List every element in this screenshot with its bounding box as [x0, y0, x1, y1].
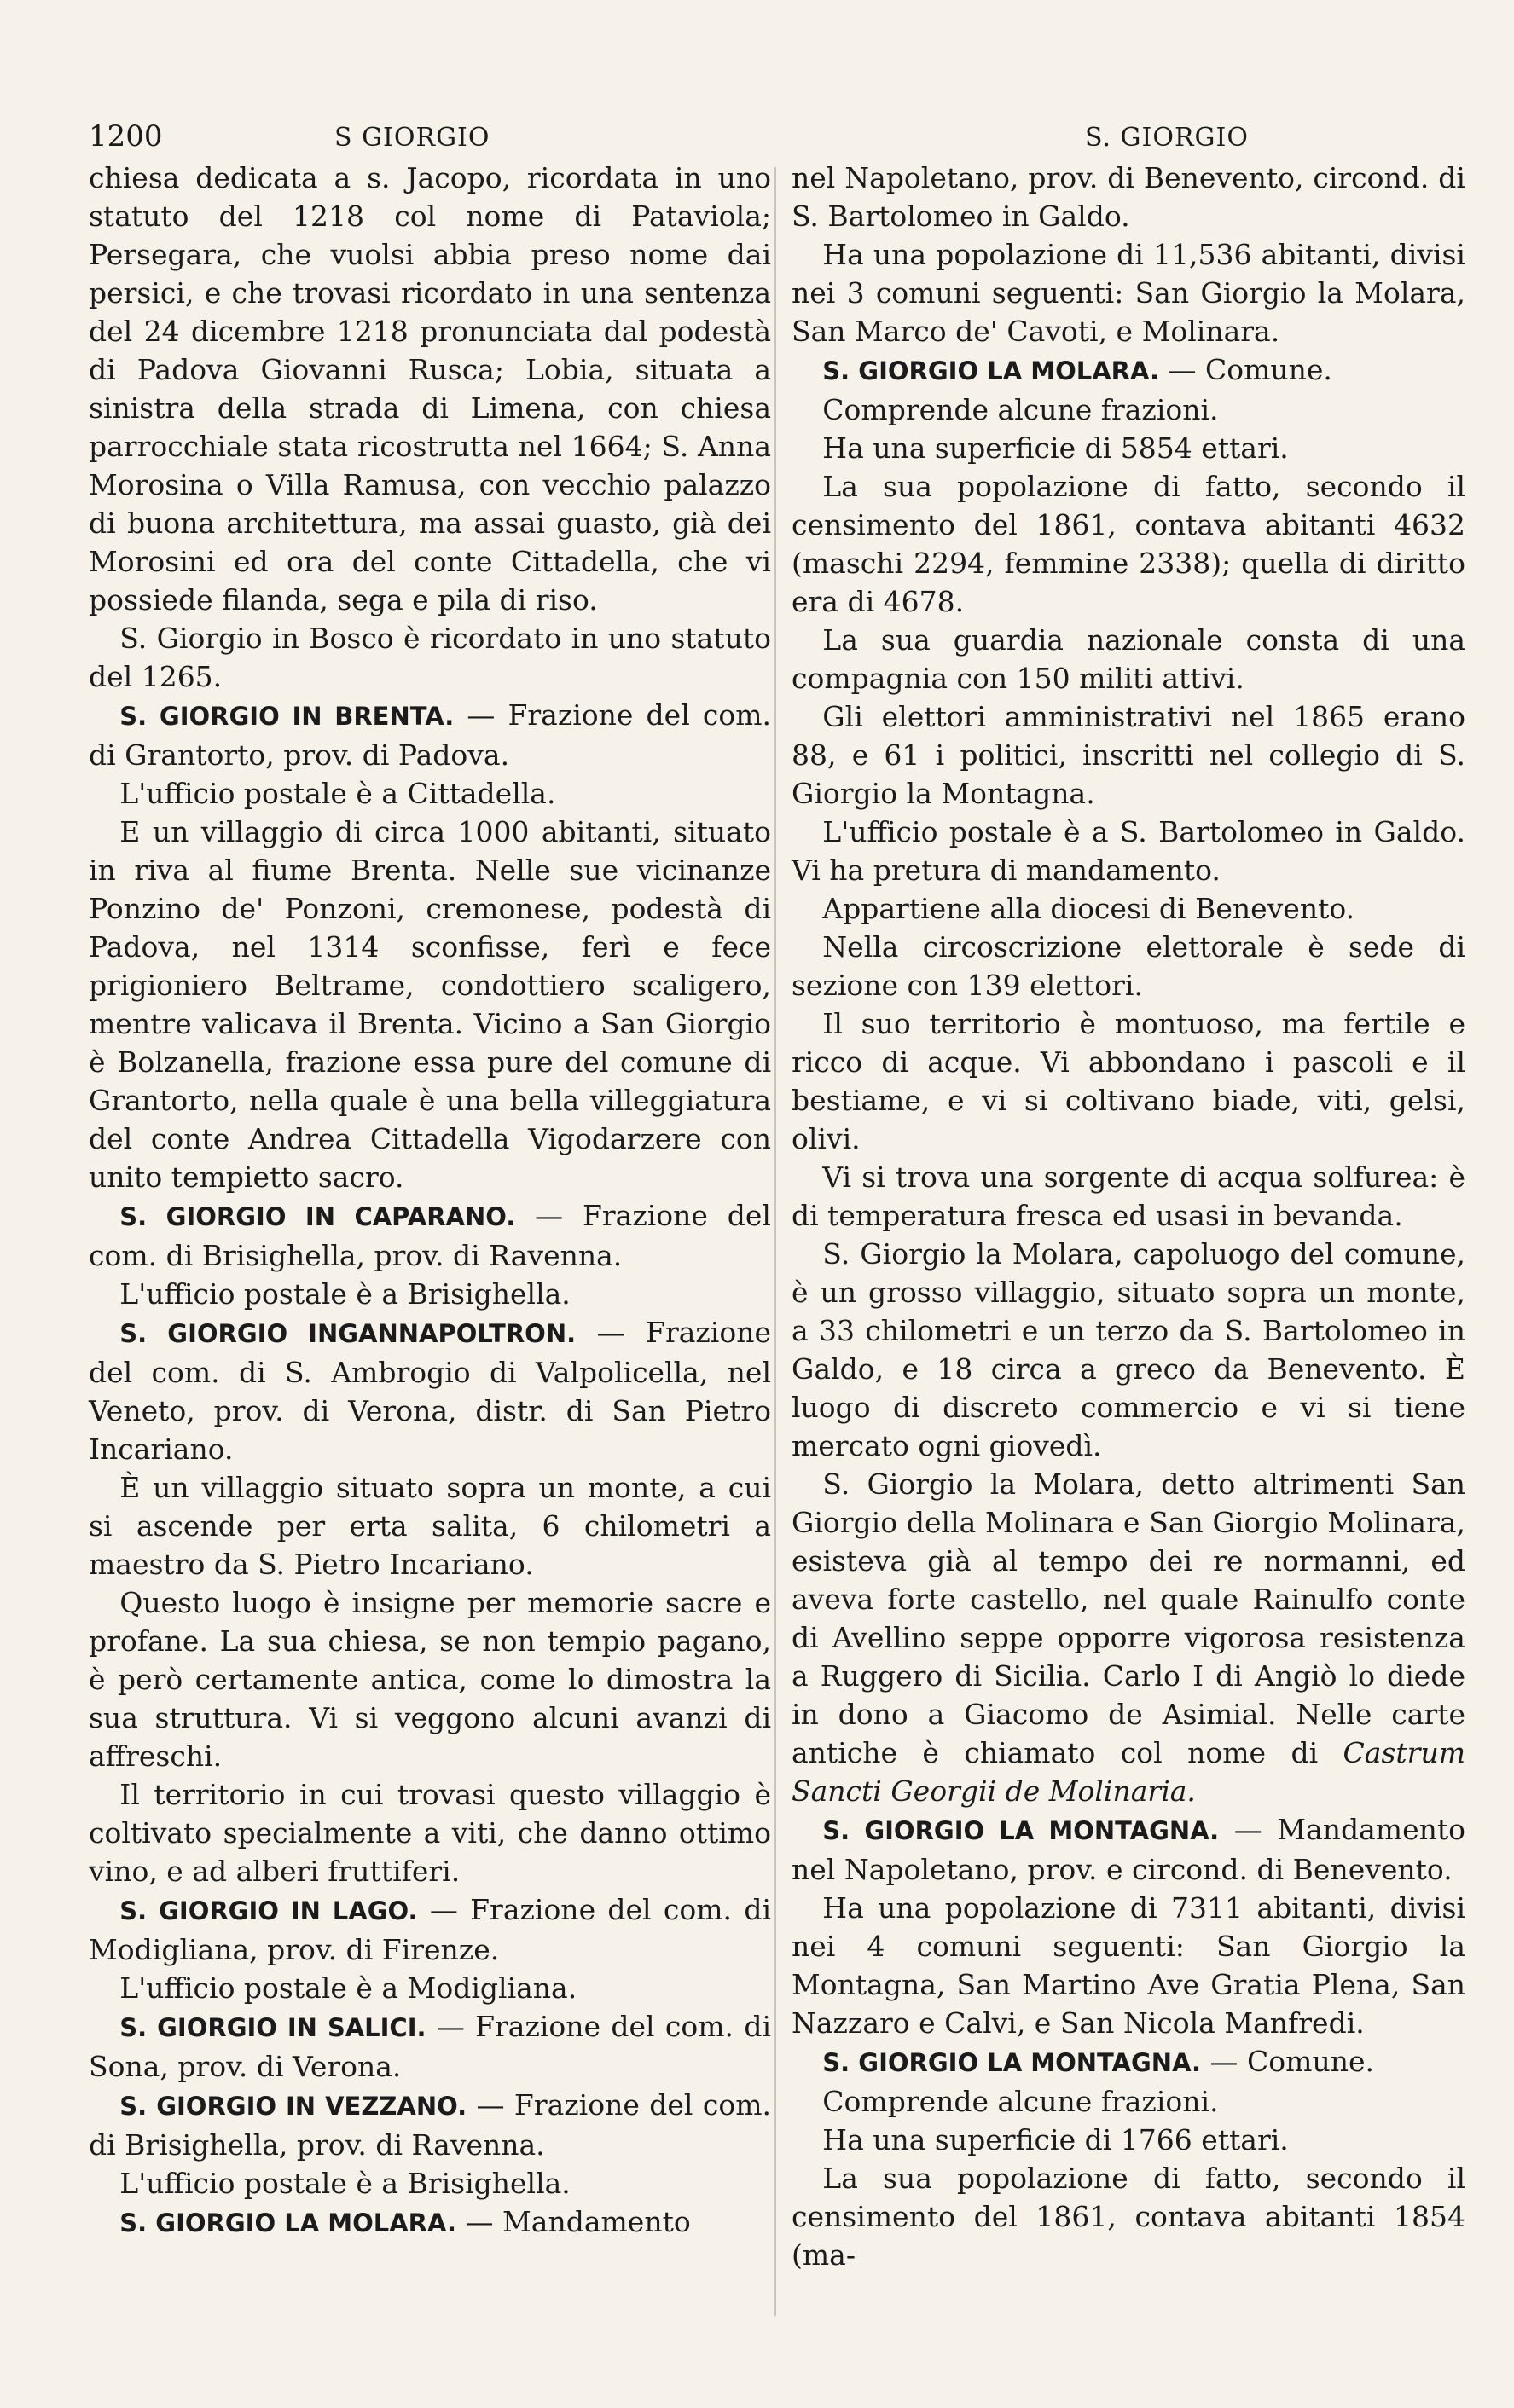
- entry-text: — Mandamento: [456, 2205, 691, 2238]
- paragraph: Ha una superficie di 5854 ettari.: [822, 431, 1289, 465]
- entry-text: — Comune.: [1201, 2045, 1374, 2078]
- entry-headword: S. GIORGIO INGANNAPOLTRON.: [119, 1319, 577, 1348]
- paragraph: Il territorio in cui trovasi questo villaggio è coltivato specialmente a viti, che danno ottimo vino, e ad alberi fruttiferi.: [89, 1778, 771, 1888]
- entry-text: — Frazione del com. di Modigliana, prov. di Firenze.: [89, 1893, 771, 1966]
- entry-san-giorgio-la-montagna-mandamento: [792, 1810, 1465, 1889]
- entry-headword: S. GIORGIO IN LAGO.: [119, 1896, 418, 1925]
- entry-headword: S. GIORGIO IN VEZZANO.: [119, 2092, 467, 2121]
- paragraph: L'ufficio postale è a Brisighella.: [119, 2167, 571, 2200]
- paragraph: Comprende alcune frazioni.: [822, 2085, 1219, 2118]
- paragraph: Gli elettori amministrativi nel 1865 erano 88, e 61 i politici, inscritti nel collegio di S. Giorgio la Montagna.: [792, 700, 1465, 810]
- entry-text: — Frazione del com. di Grantorto, prov. di Padova.: [89, 698, 771, 772]
- paragraph: La sua popolazione di fatto, secondo il censimento del 1861, contava abitanti 1854 (ma-: [792, 2162, 1465, 2272]
- paragraph: nel Napoletano, prov. di Benevento, circond. di S. Bartolomeo in Galdo.: [792, 161, 1465, 233]
- entry-text: — Frazione del com. di S. Ambrogio di Valpolicella, nel Veneto, prov. di Verona, distr. di San Pietro Incariano.: [89, 1316, 771, 1466]
- left-column: [89, 159, 771, 2243]
- entry-san-giorgio-in-caparano: [89, 1196, 771, 1275]
- paragraph: Nella circoscrizione elettorale è sede di sezione con 139 elettori.: [792, 930, 1465, 1002]
- page-number: 1200: [89, 119, 163, 153]
- paragraph: L'ufficio postale è a S. Bartolomeo in Galdo. Vi ha pretura di mandamento.: [792, 815, 1465, 887]
- paragraph: S. Giorgio la Molara, capoluogo del comune, è un grosso villaggio, situato sopra un monte, a 33 chilometri e un terzo da S. Bartolomeo in Galdo, e 18 circa a greco da Benevento. È luogo di discreto commercio e vi si tiene mercato ogni giovedì.: [792, 1237, 1465, 1462]
- paragraph: Ha una popolazione di 11,536 abitanti, divisi nei 3 comuni seguenti: San Giorgio la Molara, San Marco de' Cavoti, e Molinara.: [792, 238, 1465, 348]
- entry-text: — Frazione del com. di Sona, prov. di Verona.: [89, 2010, 772, 2083]
- entry-headword: S. GIORGIO LA MONTAGNA.: [822, 2048, 1202, 2077]
- paragraph: L'ufficio postale è a Cittadella.: [119, 777, 556, 810]
- paragraph: L'ufficio postale è a Brisighella.: [119, 1277, 571, 1311]
- entry-headword: S. GIORGIO LA MOLARA.: [822, 356, 1159, 385]
- entry-san-giorgio-la-montagna-comune: [792, 2042, 1465, 2082]
- entry-headword: S. GIORGIO IN CAPARANO.: [119, 1202, 516, 1231]
- paragraph: L'ufficio postale è a Modigliana.: [119, 1971, 577, 2005]
- column-divider: [774, 167, 776, 2316]
- paragraph-text: S. Giorgio la Molara, detto altrimenti San Giorgio della Molinara e San Giorgio Molinara, esisteva già al tempo dei re normanni, ed aveva forte castello, nel quale Rainulfo conte di Avellino seppe opporre vigorosa resistenza a Ruggero di Sicilia. Carlo I di Angiò lo diede in dono a Giacomo de Asimial. Nelle carte antiche è chiamato col nome di: [792, 1467, 1465, 1769]
- latin-name: Castrum Sancti Georgii de Molinaria.: [792, 1736, 1465, 1808]
- paragraph: Ha una superficie di 1766 ettari.: [822, 2123, 1289, 2156]
- entry-headword: S. GIORGIO LA MONTAGNA.: [822, 1816, 1220, 1845]
- paragraph: S. Giorgio in Bosco è ricordato in uno statuto del 1265.: [89, 622, 771, 693]
- paragraph: Questo luogo è insigne per memorie sacre e profane. La sua chiesa, se non tempio pagano, è però certamente antica, come lo dimostra la sua struttura. Vi si veggono alcuni avanzi di affreschi.: [89, 1586, 771, 1773]
- paragraph: chiesa dedicata a s. Jacopo, ricordata in uno statuto del 1218 col nome di Pataviola; Persegara, che vuolsi abbia preso nome dai persici, e che trovasi ricordato in una sentenza del 24 dicembre 1218 pronunciata dal podestà di Padova Giovanni Rusca; Lobia, situata a sinistra della strada di Limena, con chiesa parrocchiale stata ricostrutta nel 1664; S. Anna Morosina o Villa Ramusa, con vecchio palazzo di buona architettura, ma assai guasto, già dei Morosini ed ora del conte Cittadella, che vi possiede filanda, sega e pila di riso.: [89, 161, 771, 616]
- paragraph: La sua guardia nazionale consta di una compagnia con 150 militi attivi.: [792, 623, 1465, 695]
- entry-text: — Frazione del com. di Brisighella, prov. di Ravenna.: [89, 1199, 771, 1272]
- paragraph: Il suo territorio è montuoso, ma fertile e ricco di acque. Vi abbondano i pascoli e il bestiame, e vi si coltivano biade, viti, gelsi, olivi.: [792, 1007, 1465, 1155]
- entry-san-giorgio-ingannapoltron: [89, 1313, 771, 1468]
- entry-headword: S. GIORGIO IN BRENTA.: [119, 702, 455, 731]
- entry-text: — Comune.: [1159, 353, 1332, 386]
- entry-san-giorgio-la-molara-comune: [792, 350, 1465, 391]
- paragraph: Ha una popolazione di 7311 abitanti, divisi nei 4 comuni seguenti: San Giorgio la Montagna, San Martino Ave Gratia Plena, San Nazzaro e Calvi, e San Nicola Manfredi.: [792, 1891, 1465, 2040]
- entry-san-giorgio-la-molara-mandamento: [89, 2203, 771, 2243]
- entry-san-giorgio-in-vezzano: [89, 2086, 771, 2164]
- entry-text: — Frazione del com. di Brisighella, prov. di Ravenna.: [89, 2088, 771, 2162]
- entry-san-giorgio-in-salici: [89, 2007, 771, 2086]
- entry-san-giorgio-in-lago: [89, 1890, 771, 1969]
- left-running-head: S GIORGIO: [334, 123, 490, 153]
- paragraph: È un villaggio situato sopra un monte, a cui si ascende per erta salita, 6 chilometri a maestro da S. Pietro Incariano.: [89, 1471, 771, 1581]
- paragraph: E un villaggio di circa 1000 abitanti, situato in riva al fiume Brenta. Nelle sue vicinanze Ponzino de' Ponzoni, cremonese, podestà di Padova, nel 1314 sconfisse, ferì e fece prigioniero Beltrame, condottiero scaligero, mentre valicava il Brenta. Vicino a San Giorgio è Bolzanella, frazione essa pure del comune di Grantorto, nella quale è una bella villeggiatura del conte Andrea Cittadella Vigodarzere con unito tempietto sacro.: [89, 815, 771, 1194]
- paragraph: Vi si trova una sorgente di acqua solfurea: è di temperatura fresca ed usasi in bevanda.: [792, 1161, 1465, 1232]
- entry-san-giorgio-in-brenta: [89, 696, 771, 774]
- paragraph: [792, 1465, 1465, 1810]
- paragraph: Appartiene alla diocesi di Benevento.: [822, 892, 1355, 925]
- entry-headword: S. GIORGIO LA MOLARA.: [119, 2208, 456, 2237]
- right-running-head: S. GIORGIO: [1085, 123, 1249, 153]
- right-column: [792, 159, 1465, 2274]
- page-header: [89, 119, 1453, 157]
- paragraph: La sua popolazione di fatto, secondo il censimento del 1861, contava abitanti 4632 (maschi 2294, femmine 2338); quella di diritto era di 4678.: [792, 470, 1465, 618]
- entry-text: — Mandamento nel Napoletano, prov. e circond. di Benevento.: [792, 1813, 1465, 1886]
- paragraph: Comprende alcune frazioni.: [822, 393, 1219, 426]
- entry-headword: S. GIORGIO IN SALICI.: [119, 2013, 426, 2042]
